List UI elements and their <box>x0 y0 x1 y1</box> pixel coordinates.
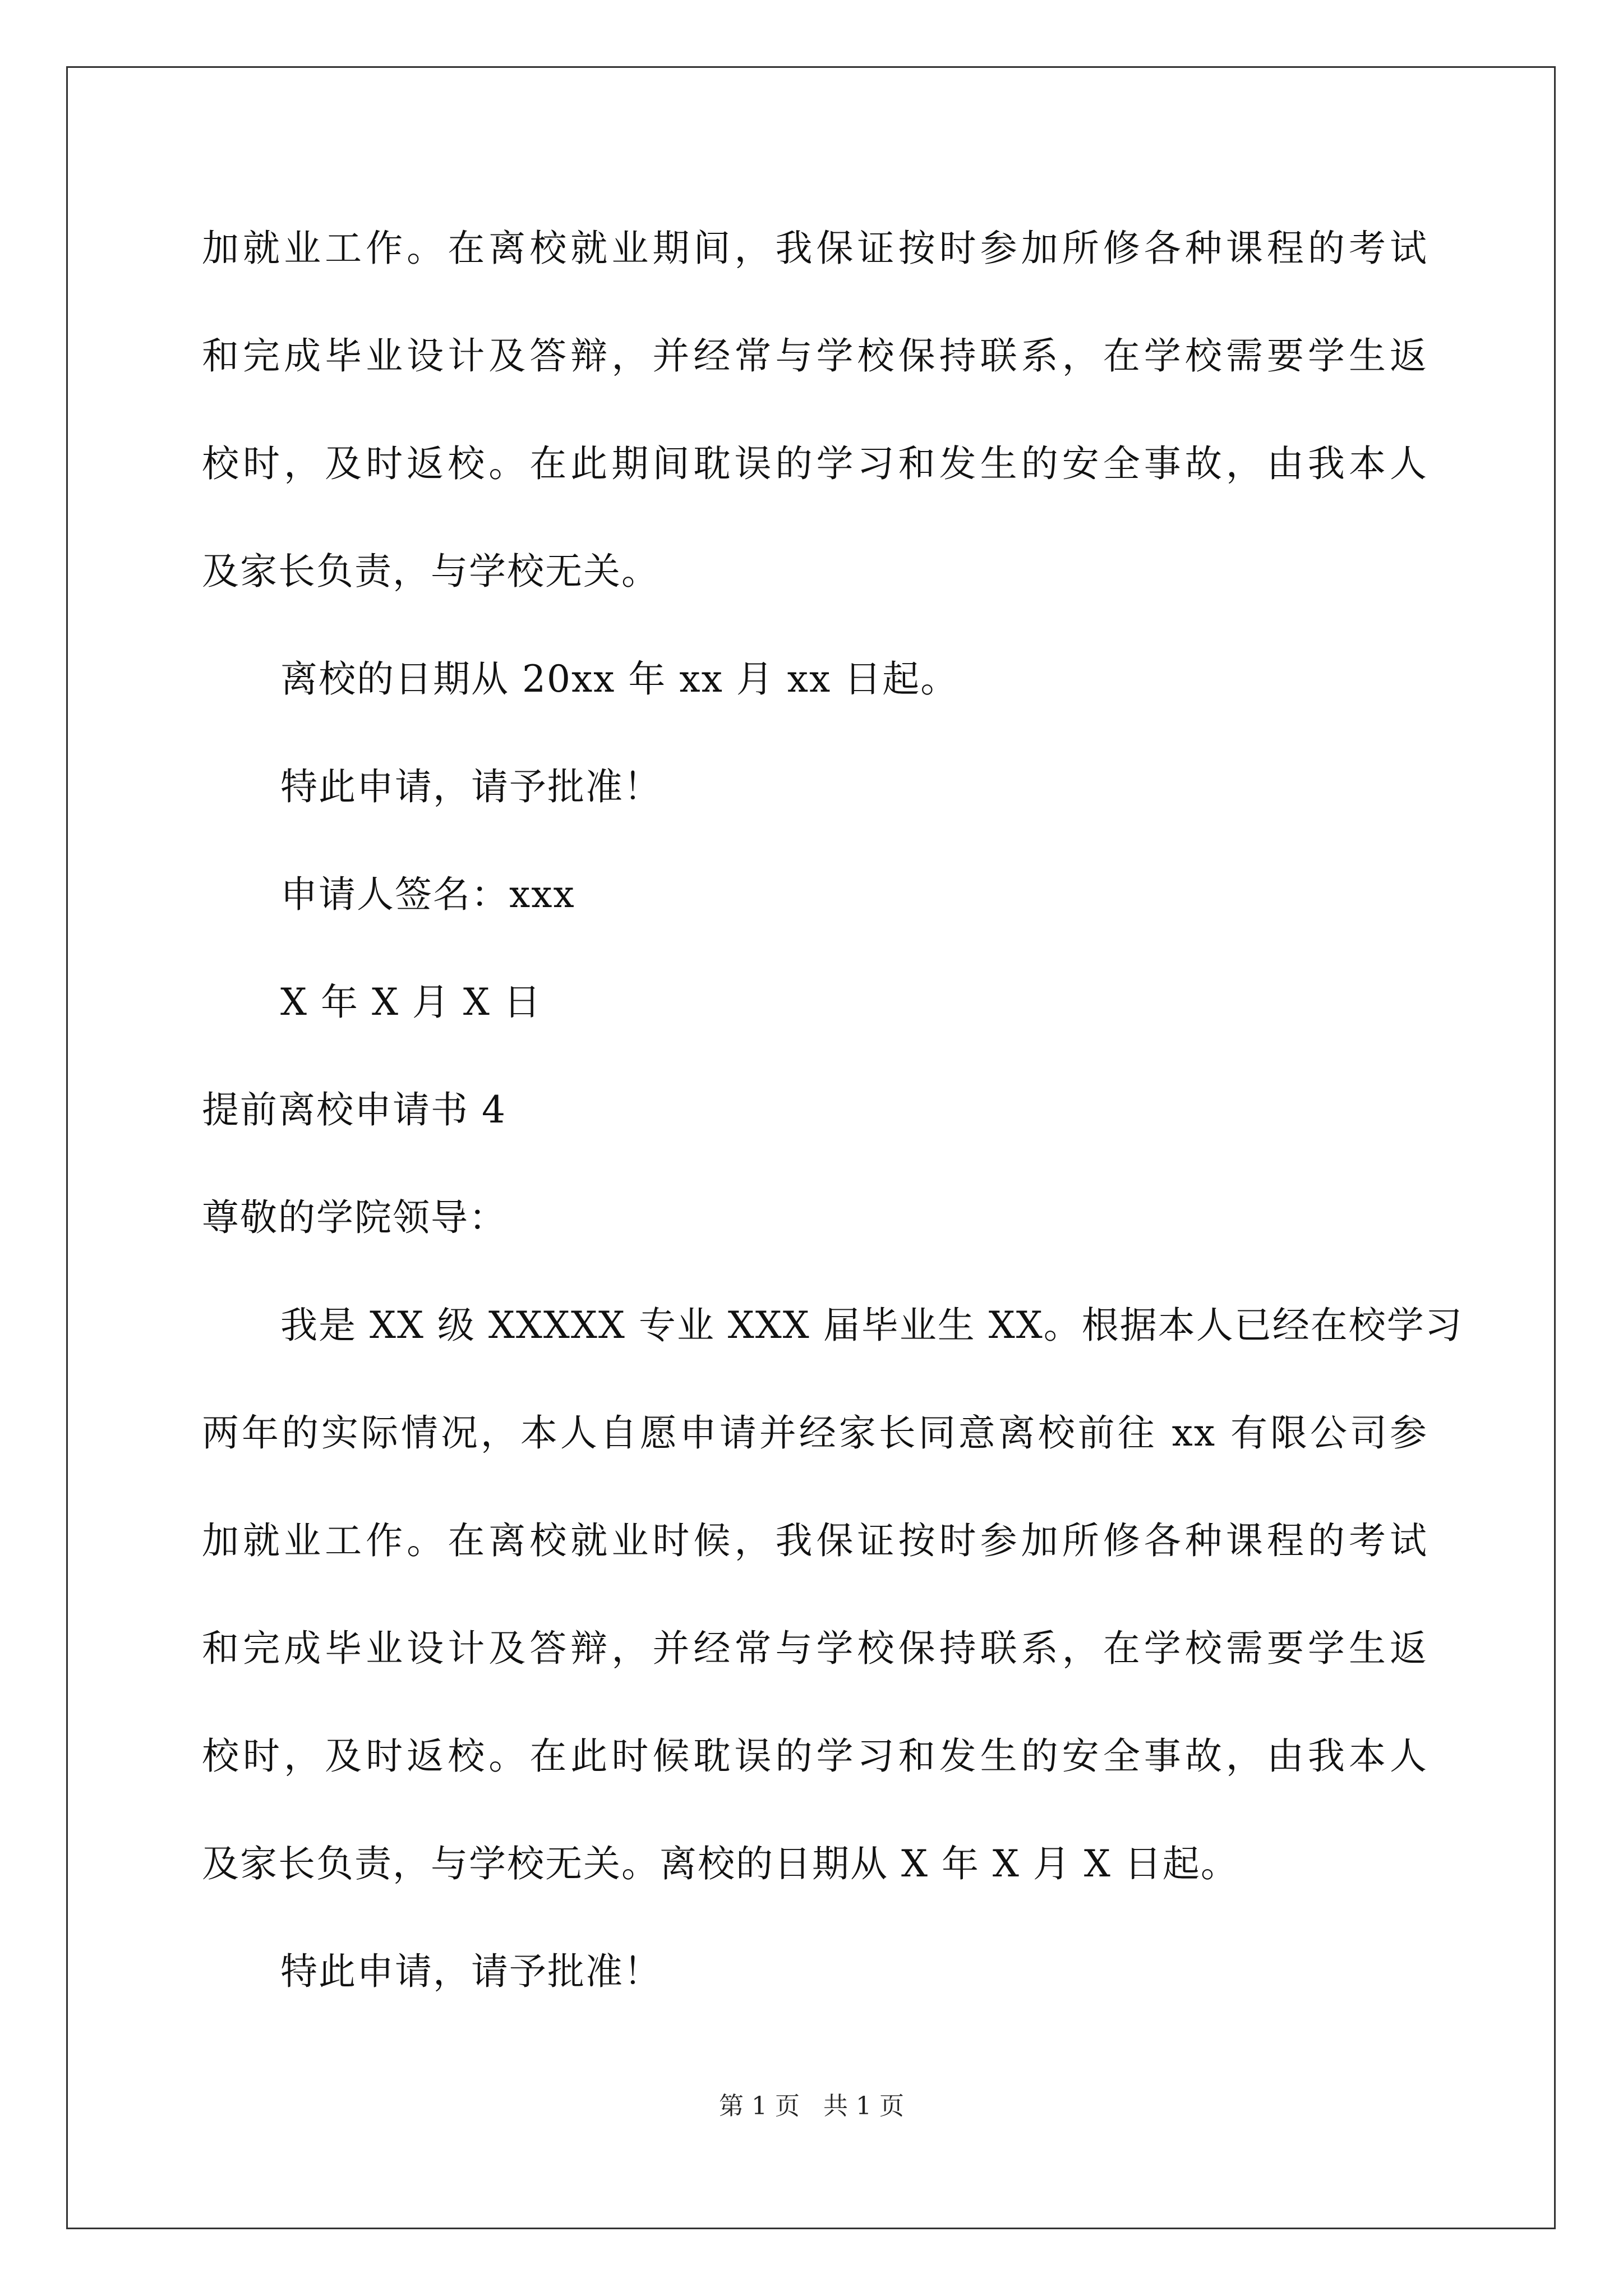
section-title: 提前离校申请书 4 <box>202 1088 506 1131</box>
request-approval-line: 特此申请，请予批准！ <box>280 765 662 808</box>
paragraph-line: 和完成毕业设计及答辩，并经常与学校保持联系，在学校需要学生返 <box>202 334 1428 378</box>
paragraph-line: 两年的实际情况，本人自愿申请并经家长同意离校前往 xx 有限公司参 <box>202 1411 1428 1455</box>
signature-date: X 年 X 月 X 日 <box>280 981 542 1024</box>
paragraph-line: 加就业工作。在离校就业时候，我保证按时参加所修各种课程的考试 <box>202 1519 1428 1562</box>
paragraph-line: 我是 XX 级 XXXXX 专业 XXX 届毕业生 XX。根据本人已经在校学习 <box>280 1304 1463 1347</box>
page-border <box>66 66 1556 2229</box>
page-number-footer: 第 1 页 共 1 页 <box>719 2092 904 2120</box>
paragraph-line: 校时，及时返校。在此期间耽误的学习和发生的安全事故，由我本人 <box>202 442 1428 485</box>
paragraph-line: 和完成毕业设计及答辩，并经常与学校保持联系，在学校需要学生返 <box>202 1627 1428 1670</box>
paragraph-line: 及家长负责，与学校无关。离校的日期从 X 年 X 月 X 日起。 <box>202 1842 1239 1885</box>
leave-date-line: 离校的日期从 20xx 年 xx 月 xx 日起。 <box>280 657 959 701</box>
paragraph-line: 加就业工作。在离校就业期间，我保证按时参加所修各种课程的考试 <box>202 227 1428 270</box>
paragraph-line: 及家长负责，与学校无关。 <box>202 550 660 593</box>
applicant-signature: 申请人签名：xxx <box>280 873 575 916</box>
paragraph-line: 校时，及时返校。在此时候耽误的学习和发生的安全事故，由我本人 <box>202 1734 1428 1778</box>
salutation: 尊敬的学院领导： <box>202 1196 507 1239</box>
request-approval-line: 特此申请，请予批准！ <box>280 1950 662 1993</box>
